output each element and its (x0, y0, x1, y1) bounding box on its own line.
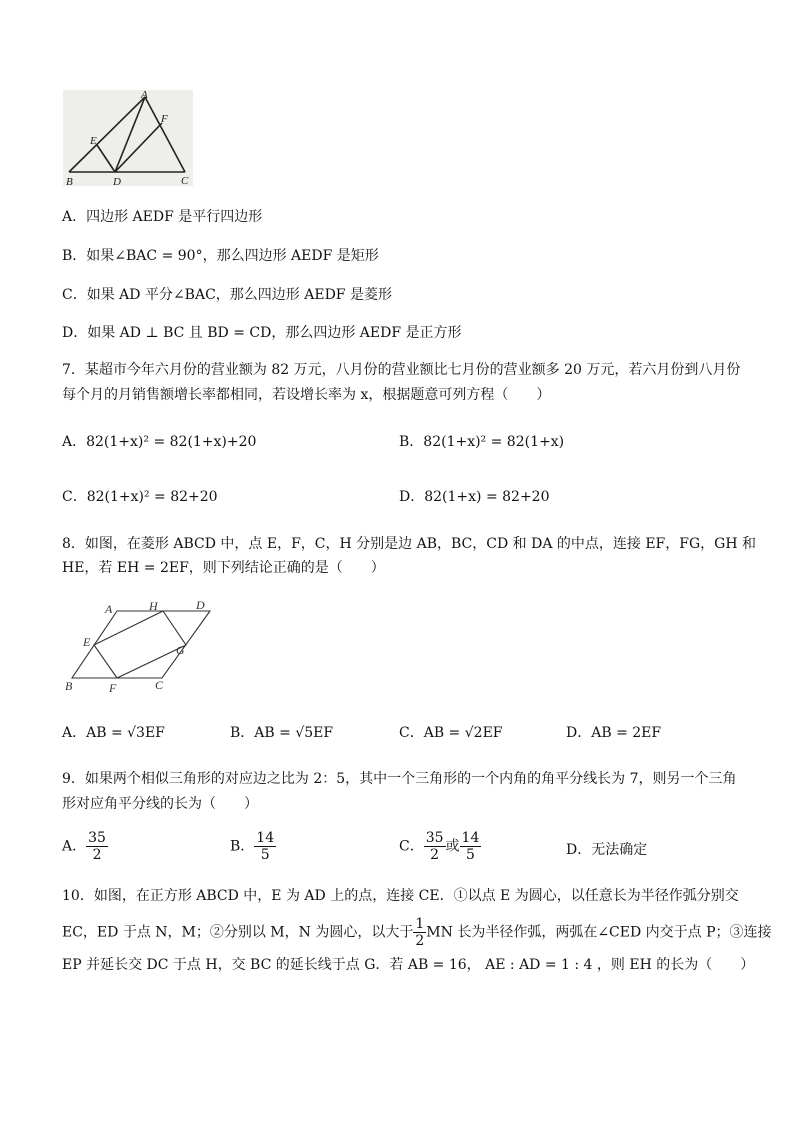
q10-stem-line3: EP 并延长交 DC 于点 H，交 BC 的延长线于点 G．若 AB = 16， AE : AD = 1 : 4 ，则 EH 的长为（ ） (62, 957, 755, 973)
q9-b-den: 5 (260, 847, 270, 863)
q9-c-prefix: C． (399, 838, 424, 855)
q10-line2-part-b: MN 长为半径作弧，两弧在∠CED 内交于点 P；③连接 (426, 924, 772, 941)
triangle-figure (63, 90, 193, 186)
q9-c-fraction1 (424, 830, 446, 863)
q10-line2-part-a: EC，ED 于点 N，M；②分别以 M，N 为圆心，以大于 (62, 924, 414, 941)
q10-half-num: 1 (415, 916, 425, 932)
fig2-label-a: A (105, 602, 113, 616)
fig1-label-b: B (66, 176, 73, 186)
q7-option-d: D．82(1+x) = 82+20 (399, 489, 550, 505)
q9-stem-line2: 形对应角平分线的长为（ ） (62, 796, 258, 812)
q9-c-den2: 5 (466, 847, 475, 863)
q8-option-c: C．AB = √2EF (399, 725, 503, 741)
q9-option-b (230, 830, 276, 863)
fig1-label-f: F (161, 113, 168, 125)
q7-option-a: A．82(1+x)² = 82(1+x)+20 (62, 434, 257, 450)
q6-option-c: C．如果 AD 平分∠BAC，那么四边形 AEDF 是菱形 (62, 287, 392, 303)
q6-option-b: B．如果∠BAC = 90°，那么四边形 AEDF 是矩形 (62, 248, 379, 264)
q10-half-den: 2 (415, 933, 425, 949)
fig2-label-d: D (196, 598, 205, 612)
q9-option-c (399, 830, 481, 863)
q8-option-d: D．AB = 2EF (566, 725, 662, 741)
q7-stem-line2: 每个月的月销售额增长率都相同，若设增长率为 x，根据题意可列方程（ ） (62, 387, 551, 403)
fig2-label-g: G (176, 643, 185, 657)
fig1-label-a: A (141, 90, 148, 101)
q9-a-prefix: A． (62, 838, 87, 855)
q6-option-a: A．四边形 AEDF 是平行四边形 (62, 209, 263, 225)
q10-half-fraction (413, 916, 426, 949)
q10-stem-line1: 10．如图，在正方形 ABCD 中，E 为 AD 上的点，连接 CE．①以点 E 为圆心，以任意长为半径作弧分别交 (62, 888, 739, 904)
fig2-label-c: C (155, 678, 164, 692)
q8-option-a: A．AB = √3EF (62, 725, 165, 741)
fig1-label-d: D (113, 176, 121, 186)
q9-c-den1: 2 (430, 847, 440, 863)
q9-stem-line1: 9．如果两个相似三角形的对应边之比为 2：5，其中一个三角形的一个内角的角平分线长为 7，则另一个三角 (62, 771, 737, 787)
q9-b-fraction (254, 830, 276, 863)
q7-option-b: B．82(1+x)² = 82(1+x) (399, 434, 565, 450)
q6-option-d: D．如果 AD ⊥ BC 且 BD = CD，那么四边形 AEDF 是正方形 (62, 325, 462, 341)
q10-stem-line2 (62, 916, 772, 949)
q8-option-b: B．AB = √5EF (230, 725, 334, 741)
fig2-label-f: F (109, 681, 117, 695)
q9-a-fraction (86, 830, 108, 863)
fig2-label-b: B (65, 679, 73, 693)
q9-b-prefix: B． (230, 838, 255, 855)
fig1-label-e: E (90, 135, 97, 147)
q9-c-num1: 35 (425, 830, 444, 846)
q9-c-num2: 14 (461, 830, 480, 846)
q7-stem-line1: 7．某超市今年六月份的营业额为 82 万元，八月份的营业额比七月份的营业额多 20 万元，若六月份到八月份 (62, 362, 741, 378)
q9-option-a (62, 830, 108, 863)
q7-option-c: C．82(1+x)² = 82+20 (62, 489, 218, 505)
fig2-label-h: H (149, 599, 158, 613)
q9-c-or: 或 (445, 838, 460, 855)
q8-stem-line1: 8．如图，在菱形 ABCD 中，点 E，F，C，H 分别是边 AB，BC，CD 和 DA 的中点，连接 EF，FG，GH 和 (62, 536, 757, 552)
q9-b-num: 14 (256, 830, 275, 846)
q8-stem-line2: HE，若 EH = 2EF，则下列结论正确的是（ ） (62, 560, 385, 576)
fig2-label-e: E (83, 635, 91, 649)
q9-a-den: 2 (92, 847, 102, 863)
q9-a-num: 35 (88, 830, 106, 846)
rhombus-figure (62, 596, 222, 696)
fig1-label-c: C (181, 175, 189, 186)
q9-c-fraction2 (460, 830, 482, 863)
q9-option-d: D．无法确定 (566, 842, 648, 858)
